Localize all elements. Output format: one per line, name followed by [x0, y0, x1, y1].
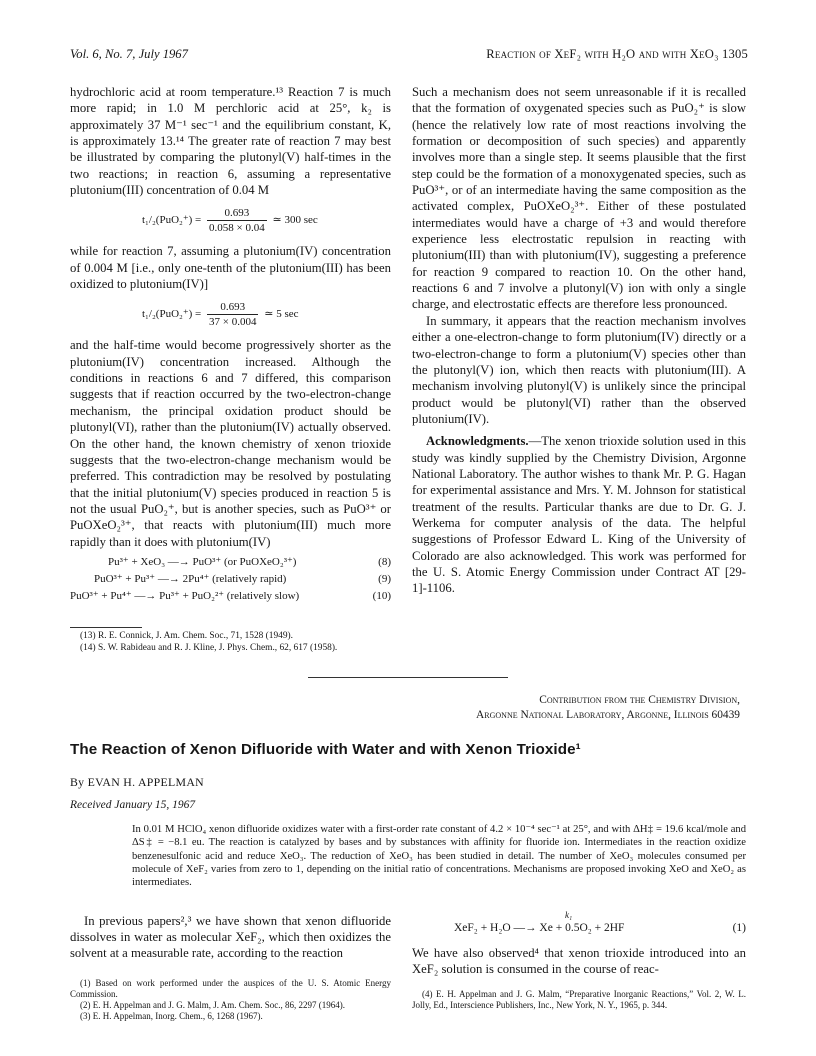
acknowledgments-heading: Acknowledgments. — [426, 434, 529, 449]
equation-fraction — [207, 300, 258, 329]
footnote-14: (14) S. W. Rabideau and R. J. Kline, J. Phys. Chem., 62, 617 (1958). — [80, 642, 338, 653]
article-title: The Reaction of Xenon Difluoride with Water and with Xenon Trioxide¹ — [70, 741, 581, 758]
equation-half-time-reaction-7 — [142, 300, 391, 329]
fraction-numerator: 0.693 — [207, 300, 258, 315]
running-header-title-page: Reaction of XeF₂ with H₂O and with XeO₃ 1305 — [486, 47, 748, 61]
article-body-left — [70, 913, 391, 961]
equation-rhs: ≃ 5 sec — [264, 308, 299, 321]
equation-body: XeF₂ + H₂O —→ Xe + 0.5O₂ + 2HF — [454, 922, 625, 934]
fraction-denominator: 0.058 × 0.04 — [209, 222, 265, 235]
footnote-4: (4) E. H. Appelman and J. G. Malm, “Preparative Inorganic Reactions,” Vol. 2, W. L. Jolly, Ed., Interscience Publishers, Inc., New York, N. Y., 1965, p. 344. — [412, 989, 746, 1010]
right-column — [412, 84, 746, 597]
reaction-equation: PuO³⁺ + Pu⁴⁺ —→ Pu³⁺ + PuO₂²⁺ (relatively slow) — [70, 589, 300, 602]
article-body-right — [412, 945, 746, 977]
equation-number: (1) — [732, 922, 746, 934]
received-date: Received January 15, 1967 — [70, 799, 196, 811]
reaction-number: (9) — [378, 572, 391, 585]
equation-fraction — [207, 206, 267, 235]
footnote-2: (2) E. H. Appelman and J. G. Malm, J. Am. Chem. Soc., 86, 2297 (1964). — [80, 1000, 345, 1010]
footnotes-article-left — [70, 978, 391, 1022]
fraction-numerator: 0.693 — [207, 206, 267, 221]
equation-lhs: t₁/₂(PuO₂⁺) = — [142, 308, 202, 321]
footnote-1: (1) Based on work performed under the auspices of the U. S. Atomic Energy Commission. — [70, 978, 391, 999]
reaction-10 — [70, 588, 391, 605]
reaction-scheme — [70, 554, 391, 605]
fraction-denominator: 37 × 0.004 — [209, 316, 257, 329]
reaction-number: (8) — [378, 555, 391, 568]
footnotes-article-right — [412, 989, 746, 1011]
reaction-9 — [70, 571, 391, 588]
equation-rhs: ≃ 300 sec — [272, 214, 318, 227]
left-column — [70, 84, 391, 605]
article-separator — [308, 677, 508, 678]
paragraph: while for reaction 7, assuming a plutonium(IV) concentration of 0.004 M [i.e., only one-tenth of the plutonium(III) has been oxidized to plutonium(IV)] — [70, 244, 391, 292]
reaction-equation: PuO³⁺ + Pu³⁺ —→ 2Pu⁴⁺ (relatively rapid) — [94, 572, 287, 585]
running-header-journal: Vol. 6, No. 7, July 1967 — [70, 47, 188, 61]
contribution-line-2: Argonne National Laboratory, Argonne, Illinois 60439 — [476, 709, 740, 721]
paragraph: In previous papers²,³ we have shown that xenon difluoride dissolves in water as molecular XeF₂, which then oxidizes the solvent at a measurable rate, according to the reaction — [70, 914, 391, 961]
acknowledgments-body: —The xenon trioxide solution used in this study was kindly supplied by the Chemistry Division, Argonne National Laboratory. The author wishes to thank Mr. P. G. Hagan for experimental assistance and Mrs. Y. M. Johnson for statistical treatment of the results. Particular thanks are due to Dr. G. J. Werkema for computer analysis of the data. The helpful suggestions of Professor Edward L. King of the University of Colorado are also acknowledged. This work was performed for the U. S. Atomic Energy Commission under Contract AT [29-1]-1106. — [412, 434, 746, 596]
equation-1 — [412, 910, 746, 942]
acknowledgments — [412, 433, 746, 596]
rate-constant-label: k₁ — [565, 910, 573, 920]
equation-lhs: t₁/₂(PuO₂⁺) = — [142, 214, 202, 227]
paragraph: In summary, it appears that the reaction mechanism involves either a one-electron-change to form plutonium(IV) directly or a two-electron-change to form a plutonium(V) species other than the plutonyl(V) ion, which then reacts with plutonium(III). A mechanism involving plutonyl(V) is unlikely since the principal product would be plutonyl(VI) rather than the observed plutonium(IV). — [412, 313, 746, 426]
footnote-3: (3) E. H. Appelman, Inorg. Chem., 6, 1268 (1967). — [80, 1011, 263, 1021]
paragraph: and the half-time would become progressively shorter as the plutonium(IV) concentration increased. Although the conditions in reactions 6 and 7 differed, this comparison suggests that if reaction occurred by the two-electron-change mechanism, the principal oxidation product should be plutonyl(VI), rather than the plutonium(IV) actually observed. On the other hand, the known chemistry of xenon trioxide suggests that the two-electron-change mechanism would be preferred. This contradiction may be resolved by postulating that the initial plutonium(V) species produced in reaction 5 is not the usual PuO₂⁺, but is another species, such as PuO³⁺ or PuOXeO₂³⁺, that reacts with plutonium(III) much more rapidly than it does with plutonium(IV) — [70, 338, 391, 549]
reaction-equation: Pu³⁺ + XeO₃ —→ PuO³⁺ (or PuOXeO₂³⁺) — [108, 555, 297, 568]
equation-half-time-reaction-6 — [142, 206, 391, 235]
contribution-line-1: Contribution from the Chemistry Division, — [539, 694, 740, 706]
article-author: By EVAN H. APPELMAN — [70, 775, 204, 789]
footnotes-left — [70, 631, 391, 654]
paragraph: hydrochloric acid at room temperature.¹³ Reaction 7 is much more rapid; in 1.0 M perchloric acid at 25°, k₂ is approximately 37 M⁻¹ sec⁻¹ and the equilibrium constant, K, is approximately 13.¹⁴ The greater rate of reaction 7 may best be illustrated by comparing the plutonyl(V) half-times in the two reactions; in reaction 6, assuming a representative plutonium(III) concentration of 0.04 M — [70, 85, 391, 198]
reaction-number: (10) — [372, 589, 391, 602]
paragraph: Such a mechanism does not seem unreasonable if it is recalled that the formation of oxygenated species such as PuO₂⁺ is slow (hence the relatively low rate of most reactions involving the formation or decomposition of such species) and apparently involves more than a single step. It seems plausible that the first step could be the formation of a monoxygenated species, such as PuO³⁺, or of an intermediate having the same composition as the activated complex, PuOXeO₂³⁺. Either of these postulated intermediates would have a charge of +3 and would therefore experience less electrostatic repulsion in reacting with plutonium(III) than with plutonium(IV), suggesting a preference for reaction 9 compared to reaction 10. On the other hand, reactions 6 and 7 involve a plutonyl(V) ion with only a single charge, and electrostatic effects are therefore less pronounced. — [412, 85, 746, 312]
contribution-affiliation — [476, 693, 740, 723]
footnote-separator — [70, 627, 142, 628]
paragraph: We have also observed⁴ that xenon trioxide introduced into an XeF₂ solution is consumed in the course of reac- — [412, 946, 746, 977]
footnote-13: (13) R. E. Connick, J. Am. Chem. Soc., 71, 1528 (1949). — [80, 631, 294, 641]
reaction-8 — [70, 554, 391, 571]
abstract: In 0.01 M HClO₄ xenon difluoride oxidizes water with a first-order rate constant of 4.2 × 10⁻⁴ sec⁻¹ at 25°, and with ΔH‡ = 19.6 kcal/mole and ΔS‡ = −8.1 eu. The reaction is catalyzed by bases and by substances with affinity for fluoride ion. Intermediates in the reaction oxidize benzenesulfonic acid and reduce XeO₃. The reduction of XeO₃ has been studied in detail. The number of XeO₃ molecules consumed per molecule of XeF₂ varies from zero to 1, depending on the initial ratio of concentrations. Mechanisms are proposed invoking XeO and XeO₂ as intermediates. — [132, 824, 746, 889]
